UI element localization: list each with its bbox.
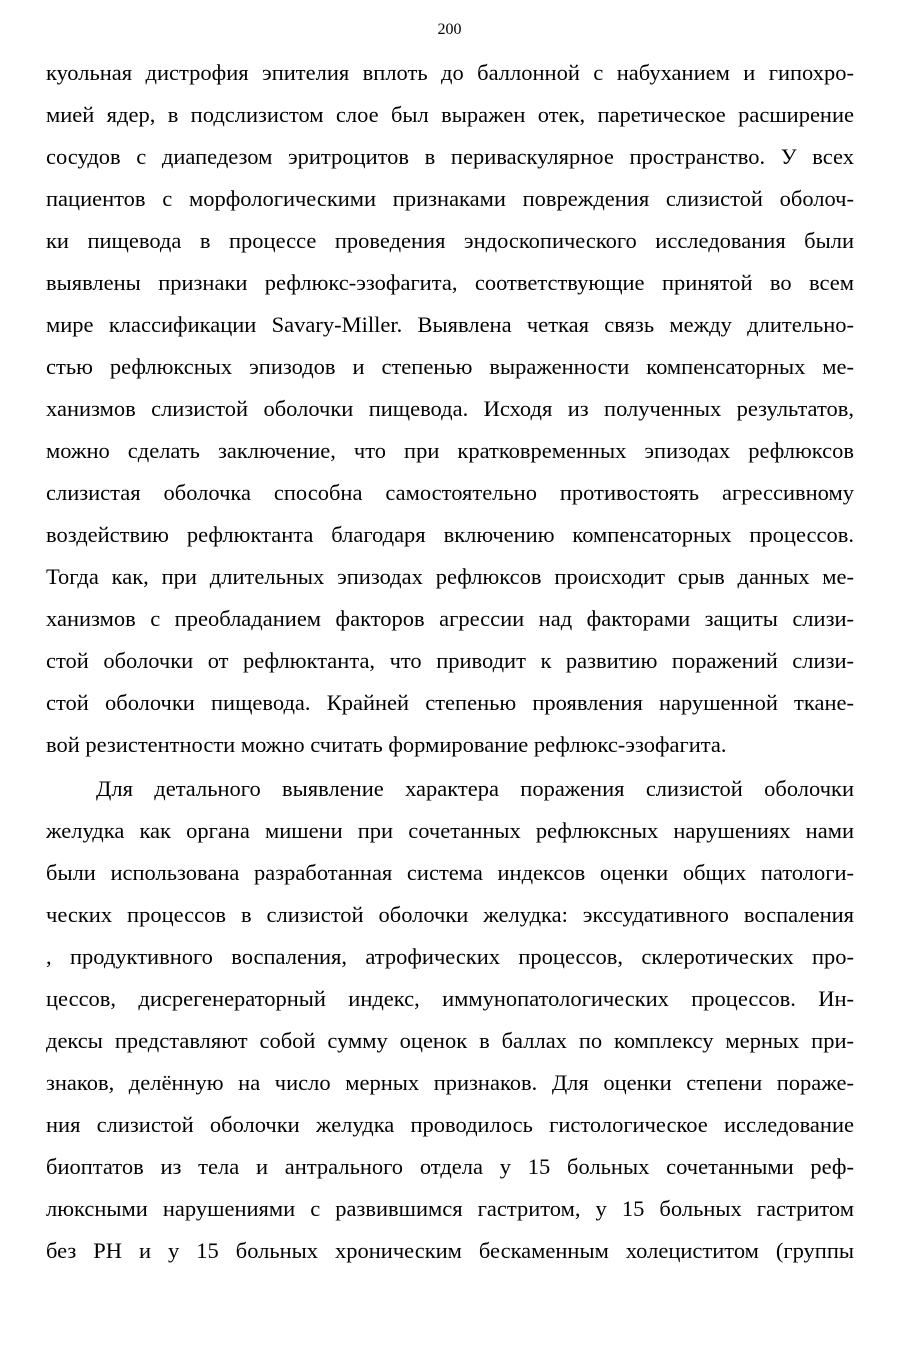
text-line: куольная дистрофия эпителия вплоть до баллонной с набуханием и гипохро-: [46, 60, 854, 85]
text-line: биоптатов из тела и антрального отдела у 15 больных сочетанными реф-: [46, 1154, 854, 1179]
text-line: ческих процессов в слизистой оболочки желудка: экссудативного воспаления: [46, 902, 854, 927]
text-line: ки пищевода в процессе проведения эндоскопического исследования были: [46, 228, 854, 253]
text-line: стью рефлюксных эпизодов и степенью выраженности компенсаторных ме-: [46, 354, 854, 379]
text-line: можно сделать заключение, что при кратковременных эпизодах рефлюксов: [46, 438, 854, 463]
page-number: 200: [437, 21, 462, 38]
text-line: люксными нарушениями с развившимся гастритом, у 15 больных гастритом: [46, 1196, 854, 1221]
text-line: Для детального выявление характера поражения слизистой оболочки: [96, 776, 854, 801]
text-line: сосудов с диапедезом эритроцитов в периваскулярное пространство. У всех: [46, 144, 854, 169]
text-line: слизистая оболочка способна самостоятельно противостоять агрессивному: [46, 480, 854, 505]
text-line: ханизмов слизистой оболочки пищевода. Исходя из полученных результатов,: [46, 396, 854, 421]
text-line: ханизмов с преобладанием факторов агрессии над факторами защиты слизи-: [46, 606, 854, 631]
text-line: мией ядер, в подслизистом слое был выражен отек, паретическое расширение: [46, 102, 854, 127]
text-line: пациентов с морфологическими признаками повреждения слизистой оболоч-: [46, 186, 854, 211]
text-line: стой оболочки пищевода. Крайней степенью проявления нарушенной ткане-: [46, 690, 854, 715]
text-line: мире классификации Savary-Miller. Выявлена четкая связь между длительно-: [46, 312, 854, 337]
text-line: знаков, делённую на число мерных признаков. Для оценки степени пораже-: [46, 1070, 854, 1095]
text-line: вой резистентности можно считать формирование рефлюкс-эзофагита.: [46, 732, 727, 757]
text-line: дексы представляют собой сумму оценок в баллах по комплексу мерных при-: [46, 1028, 854, 1053]
text-line: без РН и у 15 больных хроническим бескаменным холециститом (группы: [46, 1238, 854, 1263]
text-line: воздействию рефлюктанта благодаря включению компенсаторных процессов.: [46, 522, 854, 547]
text-line: были использована разработанная система индексов оценки общих патологи-: [46, 860, 854, 885]
text-line: цессов, дисрегенераторный индекс, иммунопатологических процессов. Ин-: [46, 986, 854, 1011]
text-line: желудка как органа мишени при сочетанных рефлюксных нарушениях нами: [46, 818, 854, 843]
text-line: , продуктивного воспаления, атрофических процессов, склеротических про-: [46, 944, 854, 969]
text-line: Тогда как, при длительных эпизодах рефлюксов происходит срыв данных ме-: [46, 564, 854, 589]
text-line: стой оболочки от рефлюктанта, что приводит к развитию поражений слизи-: [46, 648, 854, 673]
text-line: ния слизистой оболочки желудка проводилось гистологическое исследование: [46, 1112, 854, 1137]
text-line: выявлены признаки рефлюкс-эзофагита, соответствующие принятой во всем: [46, 270, 854, 295]
